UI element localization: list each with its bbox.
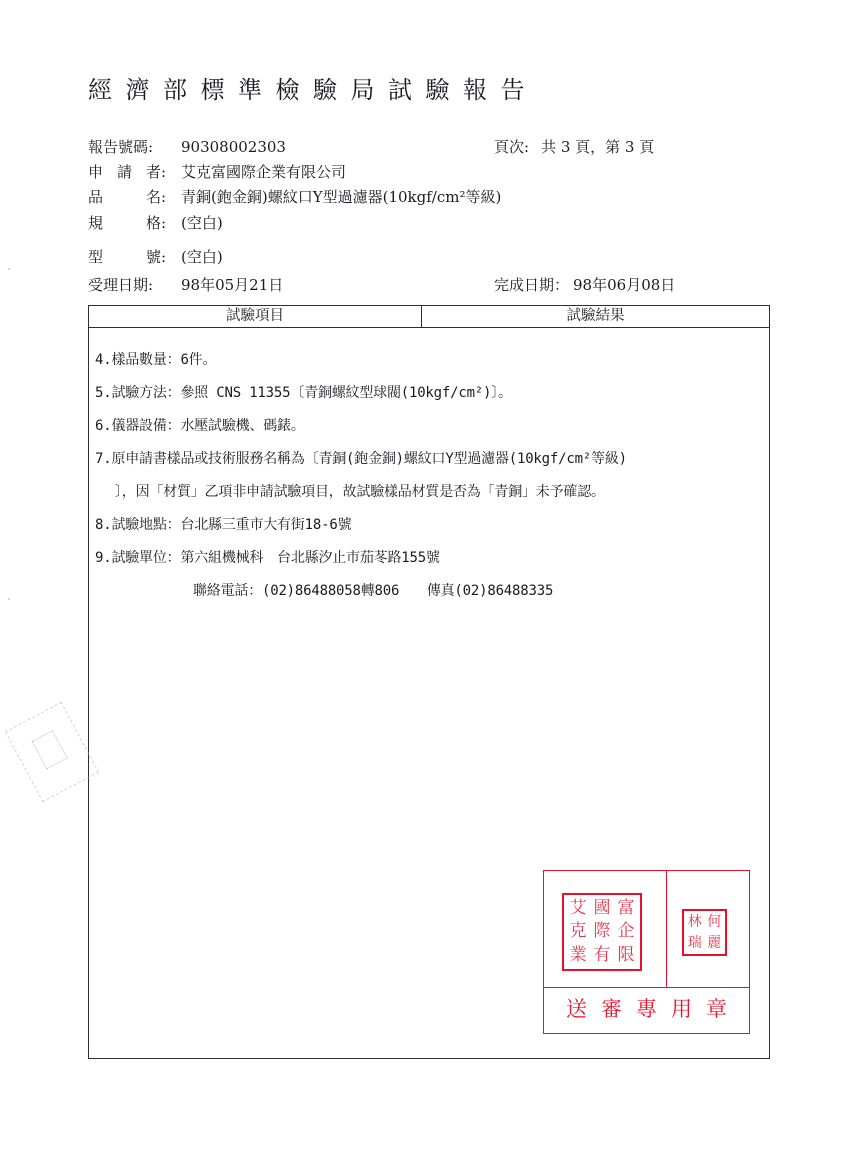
received-date-value: 98年05月21日: [181, 276, 284, 294]
completed-date-value: 98年06月08日: [573, 276, 676, 294]
item-contact-info: 聯絡電話：(02)86488058轉806 傳真(02)86488335: [193, 583, 554, 599]
report-number-row: [88, 136, 286, 157]
report-number-label: 報告號碼:: [88, 138, 154, 156]
report-title: 經濟部標準檢驗局試驗報告: [88, 76, 538, 104]
seal-char: 林: [687, 914, 702, 931]
item-equipment: 6.儀器設備：水壓試驗機、碼錶。: [95, 418, 305, 434]
header-test-results: 試驗結果: [566, 308, 625, 324]
item-test-location: 8.試驗地點：台北縣三重市大有街18-6號: [95, 517, 352, 533]
scan-speck: [8, 598, 10, 600]
item-test-method: 5.試驗方法：參照 CNS 11355〔青銅螺紋型球閥(10kgf/cm²)〕。: [95, 385, 512, 401]
stamp-divider-vertical: [666, 871, 667, 987]
page-count-label: 頁次:: [494, 138, 530, 156]
seal-char: 克: [569, 921, 587, 942]
item-name-note: 7.原申請書樣品或技術服務名稱為〔青銅(鉋金銅)螺紋口Y型過濾器(10kgf/cm²等級): [95, 451, 627, 467]
faint-stamp-icon: [5, 702, 99, 803]
item-test-unit: 9.試驗單位：第六組機械科 台北縣汐止市茄苳路155號: [95, 550, 440, 566]
seal-char: 業: [569, 944, 587, 965]
seal-char: 瑞: [687, 934, 702, 951]
item-sample-quantity: 4.樣品數量：6件。: [95, 352, 217, 368]
model-label-2: 號:: [145, 248, 166, 266]
seal-char: 限: [617, 944, 635, 965]
spec-value: (空白): [181, 214, 223, 232]
received-date-label: 受理日期:: [88, 276, 154, 294]
seal-char: 國: [593, 898, 611, 919]
model-label-1: 型: [88, 248, 104, 266]
completed-date-label: 完成日期：: [494, 276, 570, 294]
product-name-label: [88, 186, 166, 207]
seal-char: 麗: [707, 934, 722, 951]
spec-label-2: 格:: [145, 214, 166, 232]
seal-char: 有: [593, 944, 611, 965]
table-header: [89, 306, 769, 328]
model-value: (空白): [181, 248, 223, 266]
stamp-divider-horizontal: [544, 987, 749, 988]
spec-label: [88, 212, 166, 233]
seal-char: 企: [617, 921, 635, 942]
applicant-label-3: 者:: [145, 163, 166, 181]
applicant-label-1: 申: [88, 163, 104, 181]
page-count-value: 共 3 頁，第 3 頁: [541, 138, 655, 156]
seal-char: 富: [617, 898, 635, 919]
personal-seal: [682, 909, 727, 956]
product-name-row: [88, 186, 501, 207]
test-item-list: [95, 344, 769, 608]
submission-stamp: [543, 870, 750, 1034]
applicant-row: [88, 161, 346, 182]
header-test-items: 試驗項目: [89, 306, 422, 327]
item-name-note-continued: 〕，因「材質」乙項非申請試驗項目，故試驗樣品材質是否為「青銅」未予確認。: [115, 484, 605, 500]
scan-speck: [8, 268, 10, 270]
stamp-caption: 送審專用章: [566, 997, 741, 1021]
company-seal: [562, 893, 642, 971]
model-row: [88, 246, 223, 267]
applicant-value: 艾克富國際企業有限公司: [181, 163, 347, 181]
product-name-label-2: 名:: [145, 188, 166, 206]
page-count-row: [494, 136, 654, 157]
seal-char: 際: [593, 921, 611, 942]
report-number-value: 90308002303: [181, 138, 286, 156]
seal-char: 艾: [569, 898, 587, 919]
applicant-label-2: 請: [116, 163, 132, 181]
seal-char: 何: [707, 914, 722, 931]
product-name-label-1: 品: [88, 188, 104, 206]
model-label: [88, 246, 166, 267]
spec-row: [88, 212, 223, 233]
completed-date-row: [494, 274, 675, 295]
product-name-value: 青銅(鉋金銅)螺紋口Y型過濾器(10kgf/cm²等級): [181, 188, 502, 206]
applicant-label: [88, 161, 166, 182]
spec-label-1: 規: [88, 214, 104, 232]
received-date-row: [88, 274, 283, 295]
